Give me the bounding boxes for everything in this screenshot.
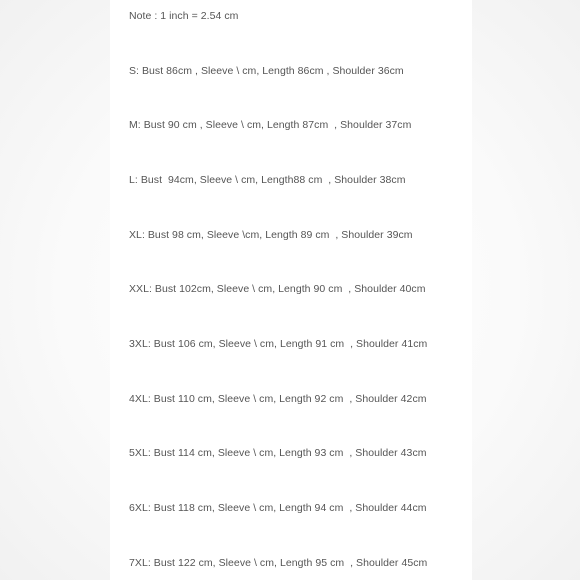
conversion-note: Note : 1 inch = 2.54 cm (129, 10, 239, 22)
size-row-xxl: XXL: Bust 102cm, Sleeve \ cm, Length 90 cm , Shoulder 40cm (129, 283, 426, 295)
size-row-5xl: 5XL: Bust 114 cm, Sleeve \ cm, Length 93 cm , Shoulder 43cm (129, 447, 427, 459)
size-row-s: S: Bust 86cm , Sleeve \ cm, Length 86cm , Shoulder 36cm (129, 65, 404, 77)
size-row-7xl: 7XL: Bust 122 cm, Sleeve \ cm, Length 95 cm , Shoulder 45cm (129, 557, 428, 569)
size-row-m: M: Bust 90 cm , Sleeve \ cm, Length 87cm , Shoulder 37cm (129, 119, 412, 131)
size-row-6xl: 6XL: Bust 118 cm, Sleeve \ cm, Length 94 cm , Shoulder 44cm (129, 502, 427, 514)
size-row-3xl: 3XL: Bust 106 cm, Sleeve \ cm, Length 91 cm , Shoulder 41cm (129, 338, 428, 350)
size-row-4xl: 4XL: Bust 110 cm, Sleeve \ cm, Length 92 cm , Shoulder 42cm (129, 393, 427, 405)
size-row-l: L: Bust 94cm, Sleeve \ cm, Length88 cm , Shoulder 38cm (129, 174, 406, 186)
size-row-xl: XL: Bust 98 cm, Sleeve \cm, Length 89 cm , Shoulder 39cm (129, 229, 413, 241)
